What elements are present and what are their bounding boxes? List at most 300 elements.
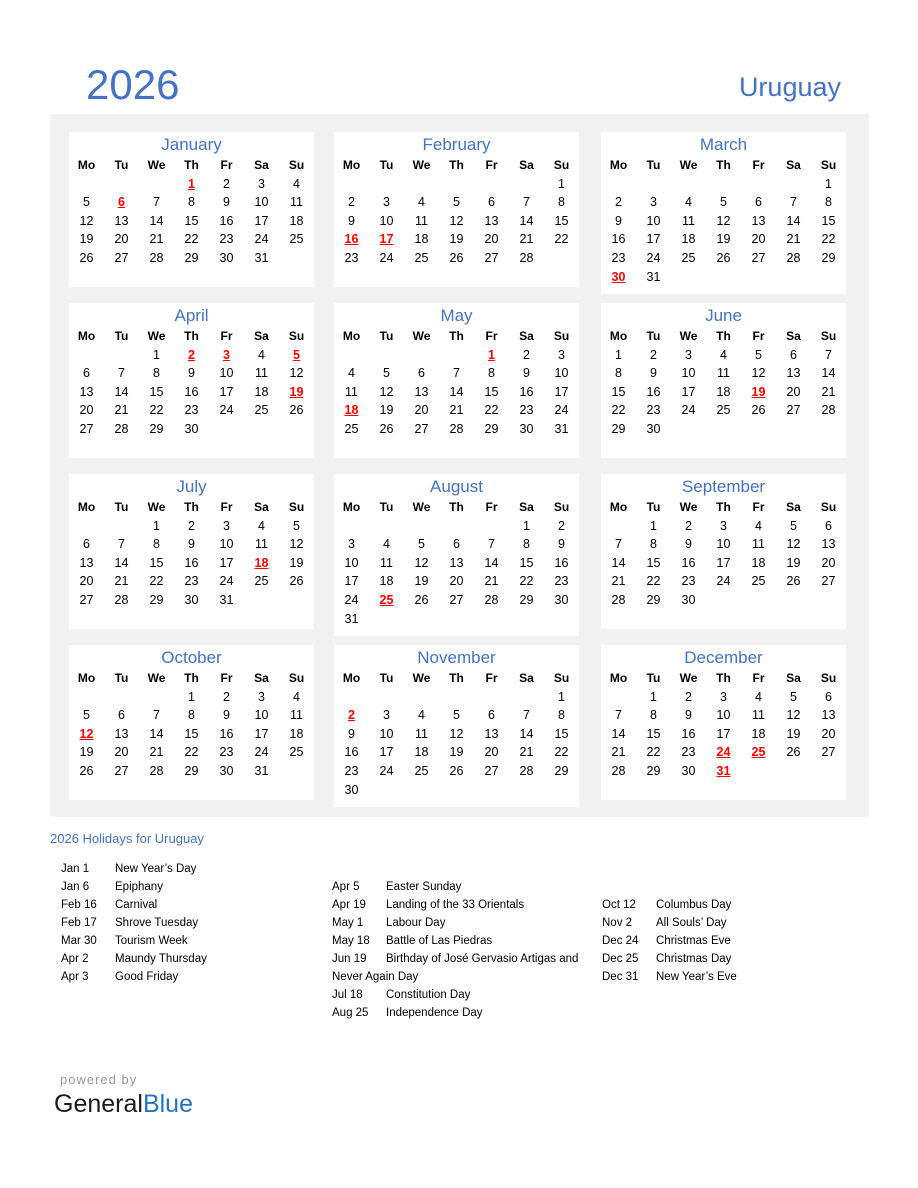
empty-cell [244, 591, 279, 610]
holiday-date: Apr 3 [61, 971, 89, 983]
empty-cell [244, 420, 279, 439]
holiday-item [332, 950, 578, 968]
empty-cell [279, 249, 314, 268]
day-cell: 18 [379, 574, 394, 589]
weekday-label: Fr [752, 671, 765, 685]
weekday-label: Th [449, 500, 464, 514]
day-cell: 26 [716, 250, 731, 265]
weekday-label: Sa [254, 329, 269, 343]
day-cell: 19 [449, 745, 464, 760]
weekday-header [601, 156, 846, 175]
week-row [601, 383, 846, 402]
day-cell: 20 [449, 574, 464, 589]
day-cell: 5 [790, 689, 797, 704]
day-cell: 5 [453, 708, 460, 723]
day-cell: 13 [114, 213, 129, 228]
empty-cell [544, 781, 579, 800]
day-cell: 17 [681, 384, 696, 399]
holiday-name: New Year’s Day [115, 863, 197, 875]
holiday-name: Birthday of José Gervasio Artigas and [386, 953, 579, 965]
holiday-date: Dec 31 [602, 971, 639, 983]
empty-cell [69, 346, 104, 365]
day-cell: 1 [153, 518, 160, 533]
month-title: December [684, 648, 763, 667]
holiday-item [61, 914, 207, 932]
holiday-day-cell: 1 [188, 176, 195, 191]
day-cell: 26 [79, 763, 94, 778]
day-cell: 23 [344, 763, 359, 778]
month-february [334, 132, 579, 287]
holiday-name: Shrove Tuesday [115, 917, 199, 929]
holiday-day-cell: 25 [379, 592, 394, 607]
day-cell: 6 [488, 708, 495, 723]
day-cell: 4 [293, 689, 300, 704]
day-cell: 29 [611, 421, 626, 436]
day-cell: 11 [345, 384, 358, 399]
weekday-label: Th [716, 500, 731, 514]
holiday-item [332, 914, 578, 932]
empty-cell [369, 610, 404, 629]
day-cell: 1 [650, 518, 657, 533]
day-cell: 1 [558, 176, 565, 191]
day-cell: 12 [379, 384, 394, 399]
brand-general: General [54, 1090, 143, 1118]
day-cell: 20 [821, 555, 836, 570]
day-cell: 2 [650, 347, 657, 362]
day-cell: 16 [681, 726, 696, 741]
weekday-header [601, 498, 846, 517]
day-cell: 2 [685, 518, 692, 533]
day-cell: 15 [646, 726, 661, 741]
day-cell: 24 [344, 592, 359, 607]
holiday-date: Dec 25 [602, 953, 639, 965]
day-cell: 20 [414, 403, 429, 418]
weekday-label: Th [449, 329, 464, 343]
day-cell: 13 [484, 726, 499, 741]
day-cell: 29 [821, 250, 836, 265]
holiday-name: Battle of Las Piedras [386, 935, 493, 947]
week-row [334, 383, 579, 402]
holiday-date: Apr 2 [61, 953, 89, 965]
day-cell: 17 [646, 232, 661, 247]
empty-cell [474, 688, 509, 707]
day-cell: 5 [720, 195, 727, 210]
day-cell: 24 [554, 403, 569, 418]
day-cell: 13 [484, 213, 499, 228]
weekday-label: Mo [609, 500, 628, 514]
empty-cell [404, 175, 439, 194]
day-cell: 4 [258, 518, 265, 533]
empty-cell [369, 688, 404, 707]
day-cell: 18 [751, 726, 766, 741]
day-cell: 15 [184, 726, 199, 741]
day-cell: 24 [379, 250, 394, 265]
week-row [334, 554, 579, 573]
day-cell: 28 [821, 403, 836, 418]
day-cell: 28 [149, 250, 164, 265]
empty-cell [69, 517, 104, 536]
day-cell: 13 [79, 555, 94, 570]
day-cell: 23 [646, 403, 661, 418]
week-row [69, 572, 314, 591]
week-row [69, 401, 314, 420]
day-cell: 5 [83, 708, 90, 723]
week-row [69, 725, 314, 744]
day-cell: 25 [414, 763, 429, 778]
holiday-item [61, 896, 207, 914]
holiday-date: May 18 [332, 935, 370, 947]
day-cell: 20 [751, 232, 766, 247]
week-row [601, 554, 846, 573]
weekday-label: We [412, 158, 431, 172]
week-row [601, 762, 846, 781]
day-cell: 30 [184, 592, 199, 607]
day-cell: 18 [414, 745, 429, 760]
holiday-name: Labour Day [386, 917, 446, 929]
day-cell: 3 [258, 689, 265, 704]
empty-cell [811, 268, 846, 287]
holiday-item [602, 968, 737, 986]
day-cell: 14 [786, 213, 801, 228]
day-cell: 17 [554, 384, 569, 399]
day-cell: 11 [255, 366, 268, 381]
day-cell: 22 [184, 232, 199, 247]
weekday-header [334, 156, 579, 175]
day-cell: 31 [554, 421, 569, 436]
holiday-name: Constitution Day [386, 989, 471, 1001]
week-row [334, 591, 579, 610]
weekday-header [334, 327, 579, 346]
day-cell: 6 [83, 537, 90, 552]
weekday-label: Su [288, 671, 305, 685]
generalblue-logo[interactable] [54, 1088, 193, 1120]
day-cell: 15 [484, 384, 499, 399]
empty-cell [509, 175, 544, 194]
empty-cell [776, 268, 811, 287]
weekday-label: Tu [646, 500, 661, 514]
weekday-label: Su [820, 158, 837, 172]
day-cell: 7 [153, 195, 160, 210]
holiday-day-cell: 31 [716, 763, 731, 778]
day-cell: 9 [223, 195, 230, 210]
day-cell: 6 [790, 347, 797, 362]
day-cell: 14 [519, 726, 534, 741]
day-cell: 21 [821, 384, 836, 399]
empty-cell [741, 268, 776, 287]
day-cell: 10 [219, 537, 234, 552]
weekday-label: We [147, 500, 166, 514]
week-row [601, 572, 846, 591]
empty-cell [439, 781, 474, 800]
holiday-name: All Souls’ Day [656, 917, 727, 929]
weekday-label: Fr [485, 329, 498, 343]
day-cell: 22 [484, 403, 499, 418]
holiday-item [61, 950, 207, 968]
day-cell: 30 [681, 763, 696, 778]
day-cell: 17 [254, 726, 269, 741]
day-cell: 12 [716, 213, 731, 228]
day-cell: 6 [418, 366, 425, 381]
holiday-item [602, 896, 737, 914]
day-cell: 27 [821, 574, 836, 589]
holiday-date: Apr 19 [332, 899, 366, 911]
day-cell: 26 [449, 763, 464, 778]
empty-cell [544, 249, 579, 268]
day-cell: 25 [344, 421, 359, 436]
weekday-header [69, 669, 314, 688]
holiday-date: May 1 [332, 917, 364, 929]
week-row [334, 610, 579, 629]
weekday-label: Fr [752, 500, 765, 514]
empty-cell [776, 762, 811, 781]
day-cell: 14 [114, 555, 129, 570]
day-cell: 14 [149, 213, 164, 228]
month-july [69, 474, 314, 629]
weekday-label: We [147, 329, 166, 343]
day-cell: 19 [79, 232, 94, 247]
day-cell: 4 [720, 347, 727, 362]
day-cell: 3 [383, 708, 390, 723]
week-row [334, 762, 579, 781]
holiday-list-column-1 [61, 860, 207, 986]
day-cell: 6 [825, 689, 832, 704]
holiday-name: Epiphany [115, 881, 163, 893]
day-cell: 20 [114, 232, 129, 247]
day-cell: 19 [79, 745, 94, 760]
day-cell: 29 [149, 592, 164, 607]
day-cell: 29 [184, 763, 199, 778]
day-cell: 24 [254, 745, 269, 760]
day-cell: 11 [752, 537, 765, 552]
day-cell: 18 [751, 555, 766, 570]
month-title: November [417, 648, 496, 667]
week-row [334, 688, 579, 707]
holiday-item [61, 932, 207, 950]
week-row [601, 268, 846, 287]
holiday-name: Carnival [115, 899, 158, 911]
week-row [334, 572, 579, 591]
day-cell: 16 [681, 555, 696, 570]
empty-cell [334, 346, 369, 365]
day-cell: 15 [149, 555, 164, 570]
day-cell: 24 [646, 250, 661, 265]
day-cell: 31 [646, 269, 661, 284]
weekday-label: Tu [379, 329, 394, 343]
holiday-list-column-3 [602, 896, 737, 986]
empty-cell [811, 591, 846, 610]
holiday-date: Oct 12 [602, 899, 636, 911]
weekday-label: Sa [519, 671, 534, 685]
week-row [69, 383, 314, 402]
weekday-label: Fr [220, 329, 233, 343]
day-cell: 1 [153, 347, 160, 362]
holiday-day-cell: 1 [488, 347, 495, 362]
weekday-label: Tu [379, 158, 394, 172]
empty-cell [404, 688, 439, 707]
weekday-label: Tu [114, 329, 129, 343]
empty-cell [369, 781, 404, 800]
weekday-header [334, 669, 579, 688]
weekday-label: Sa [254, 500, 269, 514]
day-cell: 31 [344, 611, 359, 626]
weekday-label: Tu [646, 329, 661, 343]
month-title: March [699, 135, 748, 154]
day-cell: 2 [523, 347, 530, 362]
day-cell: 27 [786, 403, 801, 418]
week-row [69, 517, 314, 536]
day-cell: 27 [751, 250, 766, 265]
weekday-label: Su [288, 500, 305, 514]
holiday-item [602, 914, 737, 932]
day-cell: 13 [786, 366, 801, 381]
holiday-name: Good Friday [115, 971, 179, 983]
holiday-date: Apr 5 [332, 881, 360, 893]
day-cell: 11 [380, 555, 393, 570]
empty-cell [601, 517, 636, 536]
day-cell: 4 [685, 195, 692, 210]
day-cell: 6 [118, 708, 125, 723]
day-cell: 21 [149, 745, 164, 760]
empty-cell [671, 420, 706, 439]
week-row [69, 364, 314, 383]
year-title: 2026 [86, 61, 180, 108]
day-cell: 25 [254, 574, 269, 589]
day-cell: 14 [821, 366, 836, 381]
empty-cell [601, 175, 636, 194]
day-cell: 10 [254, 195, 269, 210]
week-row [334, 230, 579, 249]
week-row [601, 212, 846, 231]
day-cell: 20 [79, 574, 94, 589]
day-cell: 30 [219, 763, 234, 778]
day-cell: 1 [615, 347, 622, 362]
empty-cell [671, 175, 706, 194]
weekday-label: Fr [752, 329, 765, 343]
empty-cell [104, 517, 139, 536]
day-cell: 8 [153, 537, 160, 552]
day-cell: 10 [681, 366, 696, 381]
day-cell: 21 [519, 745, 534, 760]
week-row [601, 193, 846, 212]
day-cell: 3 [720, 689, 727, 704]
day-cell: 10 [254, 708, 269, 723]
day-cell: 22 [554, 745, 569, 760]
day-cell: 3 [383, 195, 390, 210]
day-cell: 22 [519, 574, 534, 589]
weekday-label: Fr [220, 671, 233, 685]
day-cell: 18 [289, 726, 304, 741]
day-cell: 1 [188, 689, 195, 704]
day-cell: 24 [716, 574, 731, 589]
holiday-name: Maundy Thursday [115, 953, 207, 965]
holiday-day-cell: 12 [79, 726, 94, 741]
week-row [69, 175, 314, 194]
day-cell: 12 [449, 213, 464, 228]
month-march [601, 132, 846, 294]
day-cell: 12 [289, 537, 304, 552]
day-cell: 23 [219, 232, 234, 247]
day-cell: 30 [681, 592, 696, 607]
empty-cell [474, 517, 509, 536]
week-row [334, 346, 579, 365]
day-cell: 25 [289, 232, 304, 247]
weekday-label: Mo [342, 671, 361, 685]
holiday-date: Jan 6 [61, 881, 90, 893]
holiday-name: Landing of the 33 Orientals [386, 899, 525, 911]
day-cell: 27 [484, 250, 499, 265]
empty-cell [139, 688, 174, 707]
week-row [601, 346, 846, 365]
day-cell: 15 [611, 384, 626, 399]
day-cell: 5 [83, 195, 90, 210]
weekday-label: We [679, 329, 698, 343]
weekday-label: Mo [342, 329, 361, 343]
empty-cell [439, 688, 474, 707]
day-cell: 8 [650, 708, 657, 723]
day-cell: 12 [751, 366, 766, 381]
weekday-label: Sa [786, 329, 801, 343]
day-cell: 21 [611, 574, 626, 589]
holiday-item [332, 1004, 578, 1022]
day-cell: 24 [219, 574, 234, 589]
holiday-day-cell: 5 [293, 347, 300, 362]
day-cell: 22 [821, 232, 836, 247]
day-cell: 22 [611, 403, 626, 418]
day-cell: 20 [484, 232, 499, 247]
day-cell: 19 [289, 555, 304, 570]
empty-cell [209, 420, 244, 439]
weekday-label: Fr [220, 158, 233, 172]
weekday-label: Sa [519, 500, 534, 514]
day-cell: 23 [344, 250, 359, 265]
day-cell: 11 [415, 726, 428, 741]
day-cell: 19 [379, 403, 394, 418]
weekday-header [69, 498, 314, 517]
day-cell: 21 [484, 574, 499, 589]
holiday-date: Jan 1 [61, 863, 90, 875]
week-row [69, 688, 314, 707]
empty-cell [671, 268, 706, 287]
day-cell: 10 [716, 537, 731, 552]
day-cell: 18 [289, 213, 304, 228]
day-cell: 14 [149, 726, 164, 741]
weekday-label: Fr [220, 500, 233, 514]
day-cell: 8 [153, 366, 160, 381]
day-cell: 4 [348, 366, 355, 381]
day-cell: 9 [348, 213, 355, 228]
holiday-day-cell: 3 [223, 347, 230, 362]
month-january [69, 132, 314, 287]
day-cell: 9 [188, 537, 195, 552]
day-cell: 27 [79, 592, 94, 607]
holiday-date: Jul 18 [332, 989, 363, 1001]
day-cell: 13 [414, 384, 429, 399]
day-cell: 11 [682, 213, 695, 228]
week-row [69, 554, 314, 573]
week-row [601, 725, 846, 744]
day-cell: 17 [716, 555, 731, 570]
day-cell: 5 [418, 537, 425, 552]
day-cell: 1 [825, 176, 832, 191]
day-cell: 16 [219, 213, 234, 228]
weekday-label: Mo [77, 500, 96, 514]
day-cell: 29 [519, 592, 534, 607]
week-row [601, 688, 846, 707]
weekday-label: Th [184, 671, 199, 685]
holiday-item [332, 986, 578, 1004]
empty-cell [474, 610, 509, 629]
day-cell: 12 [289, 366, 304, 381]
